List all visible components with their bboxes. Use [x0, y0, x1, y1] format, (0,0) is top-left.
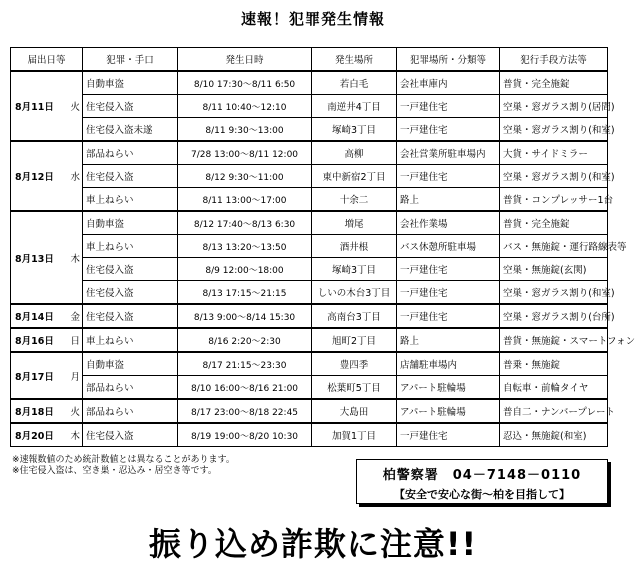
method-cell: 空巣・窓ガラス割り(台所)	[500, 304, 608, 328]
location-type-cell: アパート駐輪場	[397, 399, 500, 423]
location-type-cell: 一戸建住宅	[397, 281, 500, 305]
occurrence-place-cell: 南逆井4丁目	[312, 95, 397, 118]
location-type-cell: 一戸建住宅	[397, 258, 500, 281]
police-slogan: 【安全で安心な街～柏を目指して】	[394, 488, 570, 501]
day-of-week-cell: 水	[69, 141, 83, 211]
location-type-cell: 一戸建住宅	[397, 423, 500, 447]
occurrence-time-cell: 8/11 10:40～12:10	[178, 95, 312, 118]
location-type-cell: 会社営業所駐車場内	[397, 141, 500, 165]
report-date-cell: 8月13日	[11, 211, 69, 304]
occurrence-place-cell: 若白毛	[312, 71, 397, 95]
table-header-row	[11, 48, 608, 72]
footnote: ※住宅侵入盗は、空き巣・忍込み・居空き等です。	[12, 466, 217, 476]
method-cell: 普貨・完全施錠	[500, 71, 608, 95]
method-cell: 空巣・窓ガラス割り(和室)	[500, 118, 608, 142]
location-type-cell: 一戸建住宅	[397, 118, 500, 142]
table-row	[11, 352, 608, 376]
method-cell: 普貨・コンプレッサー1台	[500, 188, 608, 212]
occurrence-place-cell: 松葉町5丁目	[312, 376, 397, 400]
header-location-type: 犯罪場所・分類等	[397, 48, 500, 72]
location-type-cell: 会社車庫内	[397, 71, 500, 95]
day-of-week-cell: 日	[69, 328, 83, 352]
location-type-cell: 一戸建住宅	[397, 165, 500, 188]
table-row	[11, 165, 608, 188]
table-row	[11, 118, 608, 142]
method-cell: 大貨・サイドミラー	[500, 141, 608, 165]
crime-type-cell: 車上ねらい	[83, 188, 178, 212]
location-type-cell: アパート駐輪場	[397, 376, 500, 400]
header-occurrence-time: 発生日時	[178, 48, 312, 72]
crime-type-cell: 住宅侵入盗	[83, 423, 178, 447]
day-of-week-cell: 金	[69, 304, 83, 328]
footnote: ※速報数値のため統計数値とは異なることがあります。	[12, 455, 235, 465]
day-of-week-cell: 火	[69, 71, 83, 141]
location-type-cell: 一戸建住宅	[397, 304, 500, 328]
header-crime-type: 犯罪・手口	[83, 48, 178, 72]
occurrence-time-cell: 8/11 9:30～13:00	[178, 118, 312, 142]
fraud-warning: 振り込め詐欺に注意!!	[148, 525, 478, 563]
method-cell: 普貨・無施錠・スマートフォン	[500, 328, 608, 352]
header-method: 犯行手段方法等	[500, 48, 608, 72]
table-row	[11, 71, 608, 95]
occurrence-place-cell: 高柳	[312, 141, 397, 165]
occurrence-time-cell: 8/12 9:30～11:00	[178, 165, 312, 188]
page-title: 速報！犯罪発生情報	[240, 10, 385, 28]
header-occurrence-place: 発生場所	[312, 48, 397, 72]
crime-type-cell: 自動車盗	[83, 71, 178, 95]
location-type-cell: バス休憩所駐車場	[397, 235, 500, 258]
method-cell: 普貨・完全施錠	[500, 211, 608, 235]
report-date-cell: 8月20日	[11, 423, 69, 447]
occurrence-place-cell: 大島田	[312, 399, 397, 423]
occurrence-time-cell: 7/28 13:00～8/11 12:00	[178, 141, 312, 165]
report-date-cell: 8月14日	[11, 304, 69, 328]
table-row	[11, 304, 608, 328]
occurrence-place-cell: 東中新宿2丁目	[312, 165, 397, 188]
method-cell: 普乗・無施錠	[500, 352, 608, 376]
header-report-date: 届出日等	[11, 48, 83, 72]
occurrence-place-cell: 酒井根	[312, 235, 397, 258]
crime-type-cell: 部品ねらい	[83, 376, 178, 400]
day-of-week-cell: 火	[69, 399, 83, 423]
crime-type-cell: 車上ねらい	[83, 328, 178, 352]
table-row	[11, 281, 608, 305]
occurrence-place-cell: 十余二	[312, 188, 397, 212]
report-date-cell: 8月12日	[11, 141, 69, 211]
occurrence-time-cell: 8/13 17:15～21:15	[178, 281, 312, 305]
crime-type-cell: 住宅侵入盗	[83, 304, 178, 328]
occurrence-place-cell: しいの木台3丁目	[312, 281, 397, 305]
crime-type-cell: 住宅侵入盗	[83, 281, 178, 305]
crime-report-table	[10, 47, 635, 447]
report-date-cell: 8月18日	[11, 399, 69, 423]
occurrence-time-cell: 8/9 12:00～18:00	[178, 258, 312, 281]
location-type-cell: 店舗駐車場内	[397, 352, 500, 376]
occurrence-time-cell: 8/10 16:00～8/16 21:00	[178, 376, 312, 400]
table-row	[11, 376, 608, 400]
table-row	[11, 258, 608, 281]
police-station-phone: 柏警察署 04－7148－0110	[382, 468, 582, 483]
occurrence-time-cell: 8/10 17:30～8/11 6:50	[178, 71, 312, 95]
occurrence-place-cell: 塚崎3丁目	[312, 258, 397, 281]
day-of-week-cell: 月	[69, 352, 83, 399]
table-row	[11, 328, 608, 352]
crime-type-cell: 住宅侵入盗未遂	[83, 118, 178, 142]
method-cell: バス・無施錠・運行路線表等	[500, 235, 608, 258]
occurrence-place-cell: 豊四季	[312, 352, 397, 376]
method-cell: 忍込・無施錠(和室)	[500, 423, 608, 447]
table-row	[11, 399, 608, 423]
table-body	[11, 71, 635, 447]
report-date-cell: 8月17日	[11, 352, 69, 399]
table-row	[11, 235, 608, 258]
crime-type-cell: 住宅侵入盗	[83, 258, 178, 281]
table-row	[11, 423, 608, 447]
report-date-cell: 8月16日	[11, 328, 69, 352]
occurrence-place-cell: 旭町2丁目	[312, 328, 397, 352]
footnotes	[12, 455, 342, 477]
method-cell: 空巣・窓ガラス割り(和室)	[500, 281, 608, 305]
crime-type-cell: 住宅侵入盗	[83, 165, 178, 188]
occurrence-time-cell: 8/11 13:00～17:00	[178, 188, 312, 212]
crime-type-cell: 自動車盗	[83, 352, 178, 376]
method-cell: 空巣・窓ガラス割り(和室)	[500, 165, 608, 188]
police-contact-box	[356, 459, 608, 504]
occurrence-time-cell: 8/16 2:20～2:30	[178, 328, 312, 352]
table-row	[11, 95, 608, 118]
crime-type-cell: 車上ねらい	[83, 235, 178, 258]
location-type-cell: 路上	[397, 328, 500, 352]
crime-type-cell: 自動車盗	[83, 211, 178, 235]
report-date-cell: 8月11日	[11, 71, 69, 141]
occurrence-time-cell: 8/12 17:40～8/13 6:30	[178, 211, 312, 235]
occurrence-place-cell: 増尾	[312, 211, 397, 235]
occurrence-place-cell: 塚崎3丁目	[312, 118, 397, 142]
location-type-cell: 一戸建住宅	[397, 95, 500, 118]
table-row	[11, 211, 608, 235]
occurrence-time-cell: 8/13 13:20～13:50	[178, 235, 312, 258]
occurrence-time-cell: 8/13 9:00～8/14 15:30	[178, 304, 312, 328]
crime-type-cell: 部品ねらい	[83, 399, 178, 423]
crime-type-cell: 部品ねらい	[83, 141, 178, 165]
occurrence-place-cell: 加賀1丁目	[312, 423, 397, 447]
occurrence-time-cell: 8/17 23:00～8/18 22:45	[178, 399, 312, 423]
location-type-cell: 路上	[397, 188, 500, 212]
method-cell: 普自二・ナンバープレート	[500, 399, 608, 423]
day-of-week-cell: 木	[69, 423, 83, 447]
method-cell: 空巣・窓ガラス割り(居間)	[500, 95, 608, 118]
crime-type-cell: 住宅侵入盗	[83, 95, 178, 118]
location-type-cell: 会社作業場	[397, 211, 500, 235]
table-row	[11, 188, 608, 212]
day-of-week-cell: 木	[69, 211, 83, 304]
table-row	[11, 141, 608, 165]
occurrence-time-cell: 8/19 19:00～8/20 10:30	[178, 423, 312, 447]
method-cell: 空巣・無施錠(玄関)	[500, 258, 608, 281]
occurrence-time-cell: 8/17 21:15～23:30	[178, 352, 312, 376]
method-cell: 自転車・前輪タイヤ	[500, 376, 608, 400]
occurrence-place-cell: 高南台3丁目	[312, 304, 397, 328]
